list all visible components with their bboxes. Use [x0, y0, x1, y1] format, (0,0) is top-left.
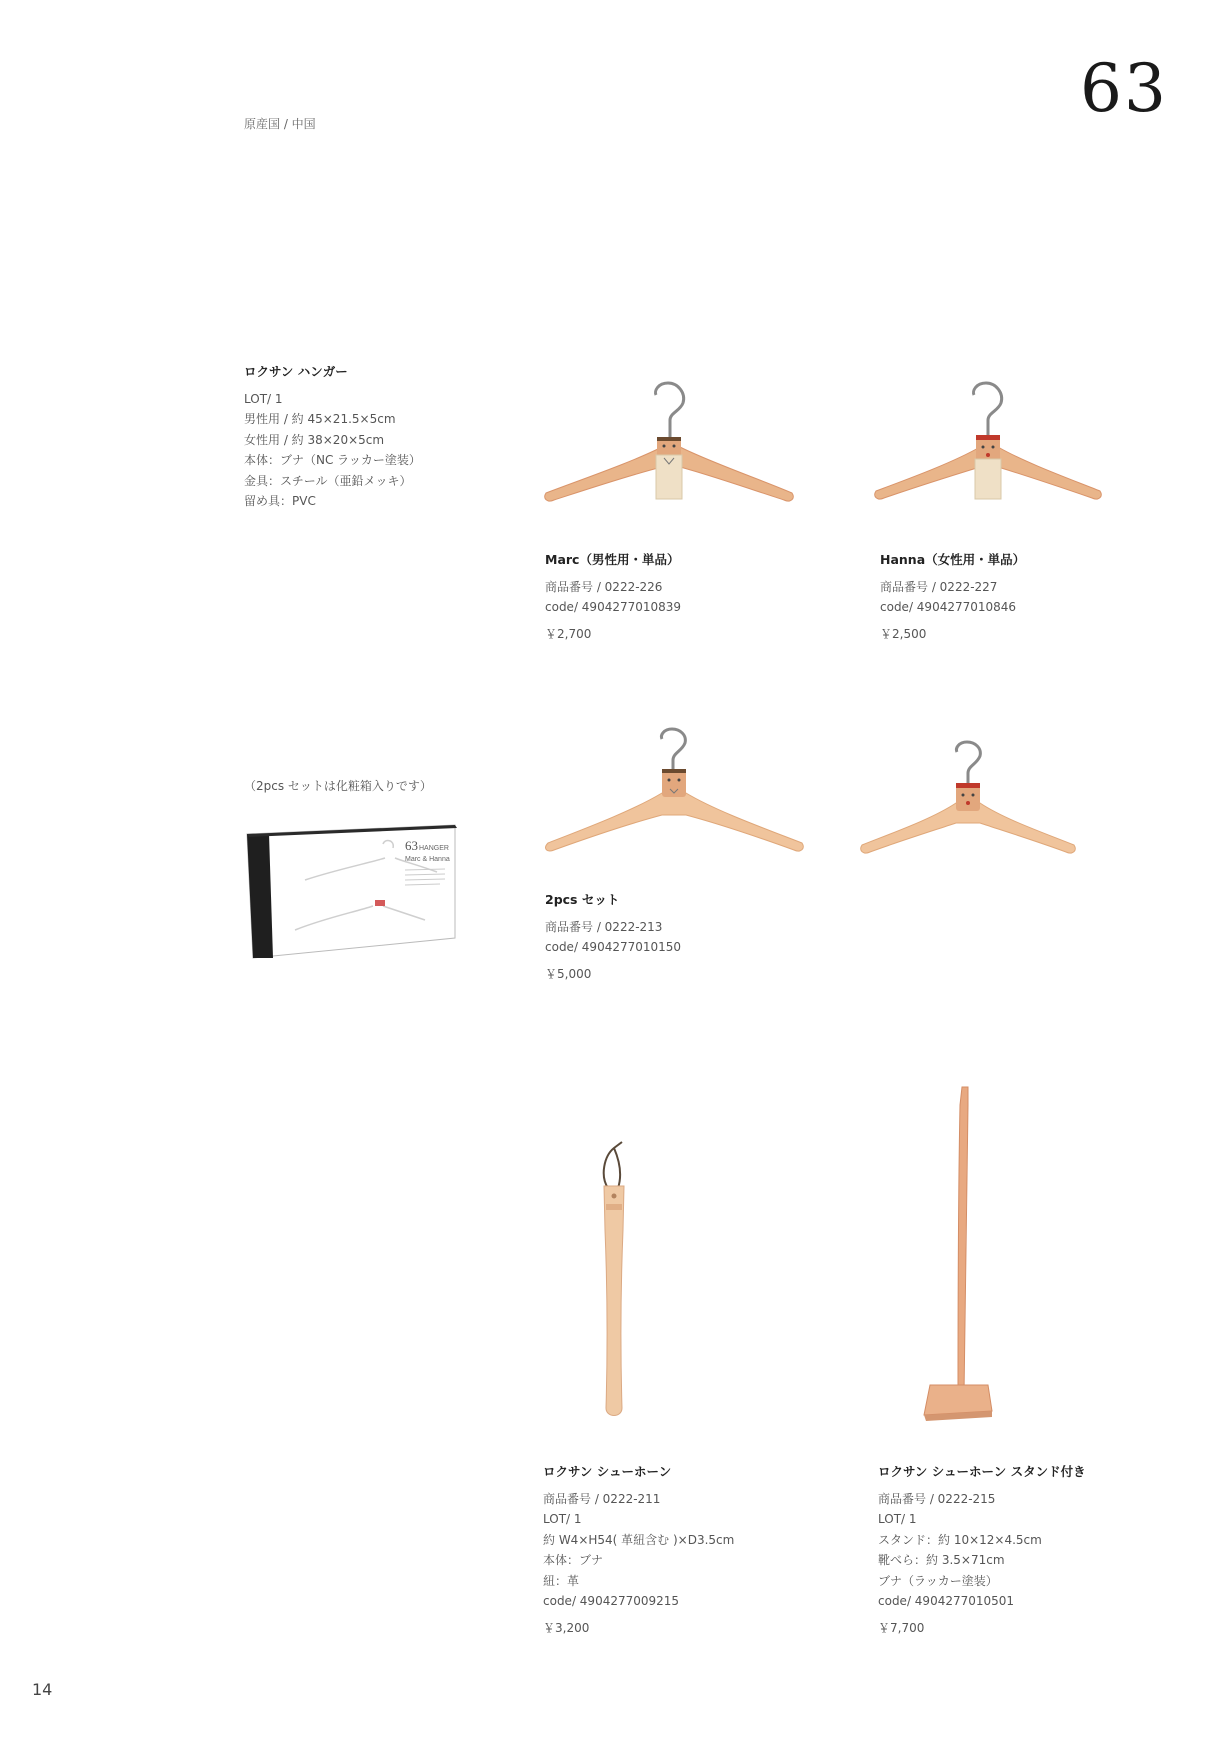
product-code: code/ 4904277010846	[880, 600, 1017, 614]
product-line: 靴べら：約 3.5×71cm	[878, 1553, 1005, 1567]
hook-icon	[661, 729, 685, 770]
product-title: ロクサン シューホーン	[543, 1464, 672, 1479]
product-line: 商品番号 / 0222-215	[878, 1491, 996, 1506]
box-brand-word: HANGER	[419, 845, 449, 852]
leather-strap-icon	[604, 1142, 622, 1188]
product-line: LOT/ 1	[543, 1512, 582, 1526]
spec-line: 本体：ブナ（NC ラッカー塗装）	[244, 453, 421, 467]
shoehorn-stand-info	[878, 1462, 1086, 1638]
box-brand-number: 63	[405, 838, 418, 853]
product-price: ￥3,200	[543, 1620, 590, 1635]
marc-info	[545, 550, 681, 644]
product-code: code/ 4904277010150	[545, 940, 682, 954]
product-code: code/ 4904277010839	[545, 600, 682, 614]
product-title: Hanna（女性用・単品）	[880, 552, 1026, 567]
product-number: 商品番号 / 0222-226	[545, 579, 663, 594]
product-line: LOT/ 1	[878, 1512, 917, 1526]
gift-box-note: （2pcs セットは化粧箱入りです）	[244, 779, 432, 793]
product-line: 紐：革	[543, 1573, 580, 1588]
tag-icon	[656, 455, 682, 499]
hook-icon	[956, 742, 980, 787]
product-price: ￥2,700	[545, 626, 592, 641]
product-line: 本体：ブナ	[543, 1553, 604, 1567]
shoehorn-info	[543, 1462, 734, 1638]
product-line: ブナ（ラッカー塗装）	[878, 1573, 998, 1588]
product-title: ロクサン シューホーン スタンド付き	[878, 1464, 1086, 1479]
page-number: 14	[32, 1680, 53, 1699]
product-line: code/ 4904277010501	[878, 1594, 1015, 1608]
origin-label: 原産国 / 中国	[244, 117, 316, 131]
product-number: 商品番号 / 0222-213	[545, 919, 663, 934]
tag-icon	[975, 459, 1001, 499]
brand-number: 63	[1080, 50, 1168, 127]
product-number: 商品番号 / 0222-227	[880, 579, 998, 594]
hanna-info	[880, 550, 1025, 644]
hanger-spec	[244, 362, 421, 512]
spec-line: 金具：スチール（亜鉛メッキ）	[244, 473, 412, 488]
gift-box-image	[245, 820, 460, 960]
marc-hanger-image	[540, 375, 800, 505]
product-line: 約 W4×H54( 革紐含む )×D3.5cm	[543, 1532, 735, 1547]
product-line: 商品番号 / 0222-211	[543, 1491, 661, 1506]
hanna-hanger-image	[872, 375, 1107, 505]
box-subtitle: Marc & Hanna	[405, 856, 450, 863]
spec-line: 留め具：PVC	[244, 494, 316, 508]
set-hanger-hanna-image	[858, 735, 1083, 860]
product-price: ￥5,000	[545, 966, 592, 981]
product-line: スタンド：約 10×12×4.5cm	[878, 1532, 1042, 1547]
product-title: 2pcs セット	[545, 892, 620, 907]
shoehorn-stand-image	[918, 1085, 998, 1425]
spec-line: 女性用 / 約 38×20×5cm	[244, 432, 385, 447]
set-hanger-marc-image	[540, 725, 810, 860]
hook-icon	[656, 383, 684, 437]
product-price: ￥2,500	[880, 626, 927, 641]
set-info	[545, 890, 681, 984]
spec-line: 男性用 / 約 45×21.5×5cm	[244, 412, 396, 426]
hanger-spec-title: ロクサン ハンガー	[244, 364, 348, 379]
product-line: code/ 4904277009215	[543, 1594, 680, 1608]
spec-line: LOT/ 1	[244, 391, 283, 406]
product-price: ￥7,700	[878, 1620, 925, 1635]
hook-icon	[974, 383, 1002, 437]
shoehorn-image	[590, 1140, 640, 1425]
stand-base-icon	[924, 1385, 992, 1415]
product-title: Marc（男性用・単品）	[545, 552, 680, 567]
